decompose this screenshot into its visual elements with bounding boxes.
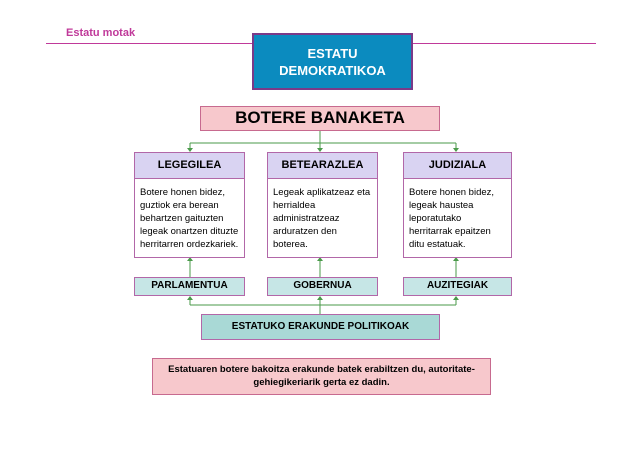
power-text-legislative: Botere honen bidez, guztiok era berean behartzen gaituzten legeak onartzen dituzte herritarren ordezkariek. (134, 179, 245, 258)
institution-parliament: PARLAMENTUA (134, 277, 245, 296)
power-text-executive: Legeak aplikatzeaz eta herrialdea administratzeaz arduratzen den boterea. (267, 179, 378, 258)
note-box: Estatuaren botere bakoitza erakunde batek erabiltzen du, autoritate-gehiegikeriarik gerta ez dadin. (152, 358, 491, 395)
power-title-judicial: JUDIZIALA (403, 152, 512, 179)
institutions-title-box: ESTATUKO ERAKUNDE POLITIKOAK (201, 314, 440, 340)
institution-government: GOBERNUA (267, 277, 378, 296)
header-title: Estatu motak (66, 27, 136, 39)
top-title-box: ESTATU DEMOKRATIKOA (252, 33, 413, 90)
main-title-box: BOTERE BANAKETA (200, 106, 440, 131)
power-title-executive: BETEARAZLEA (267, 152, 378, 179)
institution-courts: AUZITEGIAK (403, 277, 512, 296)
power-text-judicial: Botere honen bidez, legeak haustea leporatutako herritarrak epaitzen ditu estatuak. (403, 179, 512, 258)
power-title-legislative: LEGEGILEA (134, 152, 245, 179)
